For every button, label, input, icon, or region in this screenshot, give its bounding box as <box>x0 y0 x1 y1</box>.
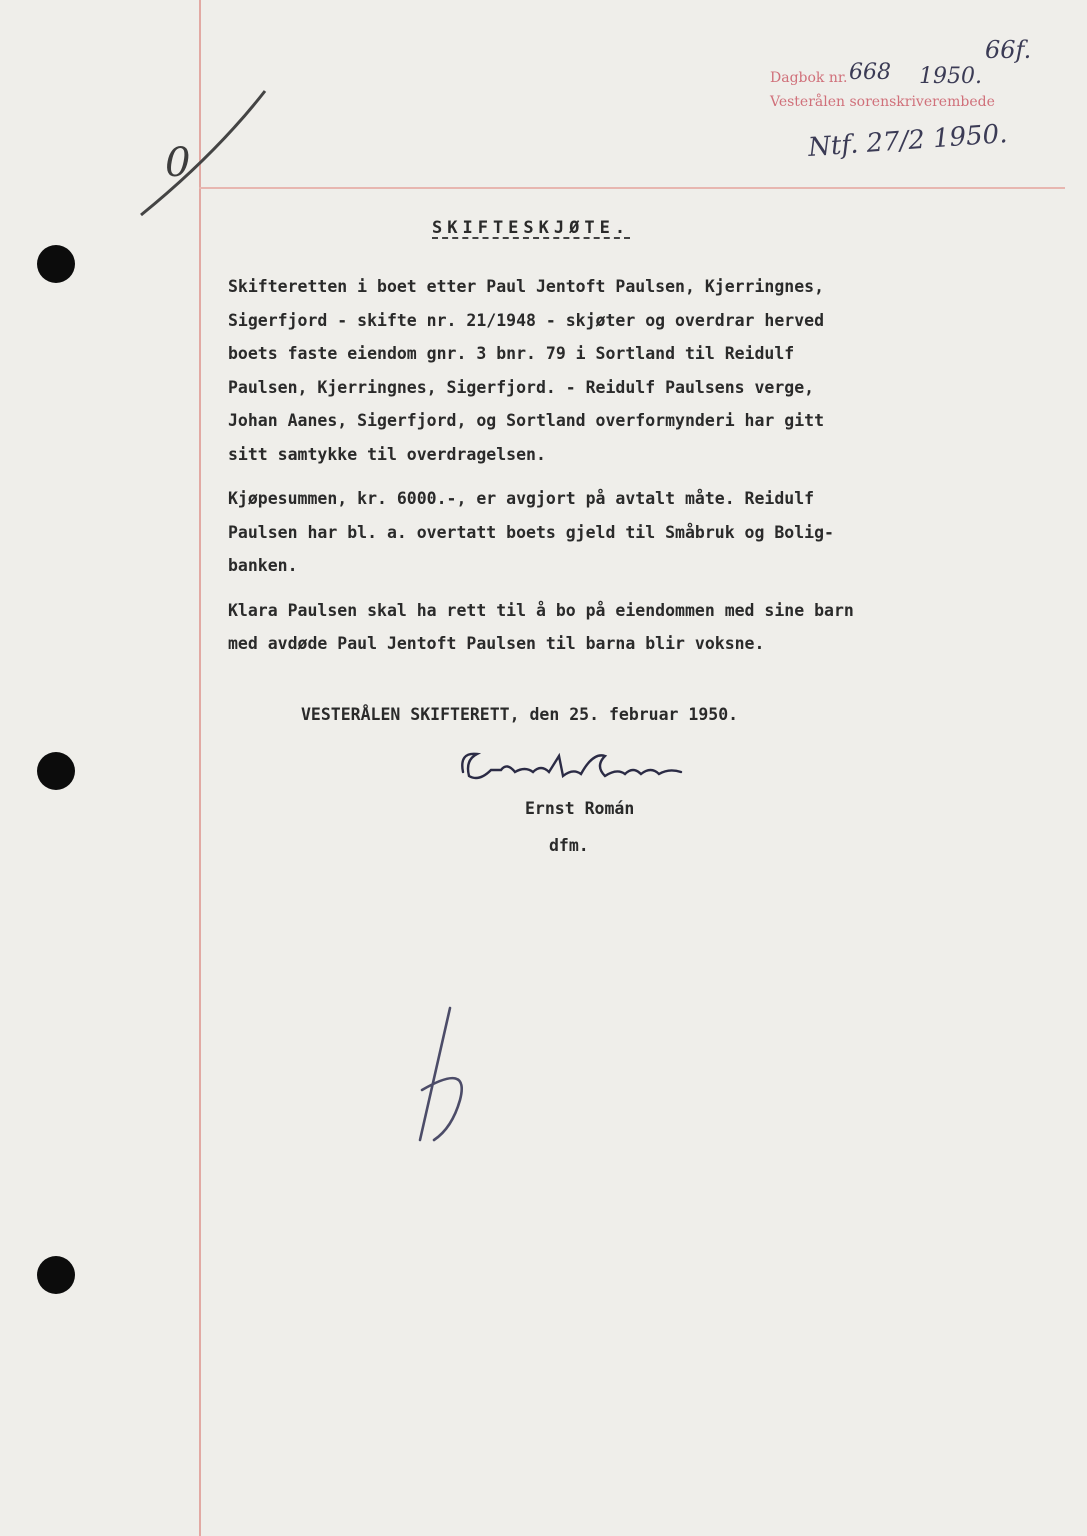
document-body <box>228 270 1068 672</box>
text-line: Klara Paulsen skal ha rett til å bo på eiendommen med sine barn <box>228 600 854 620</box>
signer-name: Ernst Román <box>525 799 635 818</box>
punch-hole <box>37 1256 75 1294</box>
red-margin-line <box>199 0 201 1536</box>
handwritten-initial-mark <box>410 1000 480 1150</box>
slash-stroke <box>135 85 275 225</box>
text-line: Kjøpesummen, kr. 6000.-, er avgjort på avtalt måte. Reidulf <box>228 489 815 508</box>
red-header-line <box>199 187 1065 189</box>
paragraph-1 <box>228 270 1068 471</box>
text-line: Skifteretten i boet etter Paul Jentoft Paulsen, Kjerringnes, <box>228 277 825 296</box>
paragraph-2 <box>228 482 1068 583</box>
corner-mark-zero: 0 <box>165 140 191 186</box>
text-line: Sigerfjord - skifte nr. 21/1948 - skjøter og overdrar herved <box>228 310 825 330</box>
text-line: banken. <box>228 556 298 575</box>
text-line: Johan Aanes, Sigerfjord, og Sortland overformynderi har gitt <box>228 411 825 430</box>
signer-title: dfm. <box>549 836 589 855</box>
stamp-page-ref: 66f. <box>985 36 1032 64</box>
stamp-year: 1950. <box>919 64 982 89</box>
place-and-date: VESTERÅLEN SKIFTERETT, den 25. februar 1950. <box>301 705 739 724</box>
signature-image <box>455 742 695 792</box>
text-line: Paulsen, Kjerringnes, Sigerfjord. - Reidulf Paulsens verge, <box>228 377 815 397</box>
handwritten-registration-note: Ntf. 27/2 1950. <box>807 119 1009 163</box>
text-line: med avdøde Paul Jentoft Paulsen til barna blir voksne. <box>228 634 765 653</box>
text-line: Paulsen har bl. a. overtatt boets gjeld til Småbruk og Bolig- <box>228 522 834 542</box>
paragraph-3 <box>228 594 1068 661</box>
text-line: sitt samtykke til overdragelsen. <box>228 444 546 464</box>
text-line: boets faste eiendom gnr. 3 bnr. 79 i Sortland til Reidulf <box>228 344 795 363</box>
stamp-dagbok-label: Dagbok nr. <box>770 70 848 86</box>
punch-hole <box>37 245 75 283</box>
punch-hole <box>37 752 75 790</box>
stamp-office: Vesterålen sorenskriverembede <box>770 94 995 110</box>
stamp-dagbok-number: 668 <box>849 60 891 85</box>
document-title: SKIFTESKJØTE. <box>432 218 631 238</box>
